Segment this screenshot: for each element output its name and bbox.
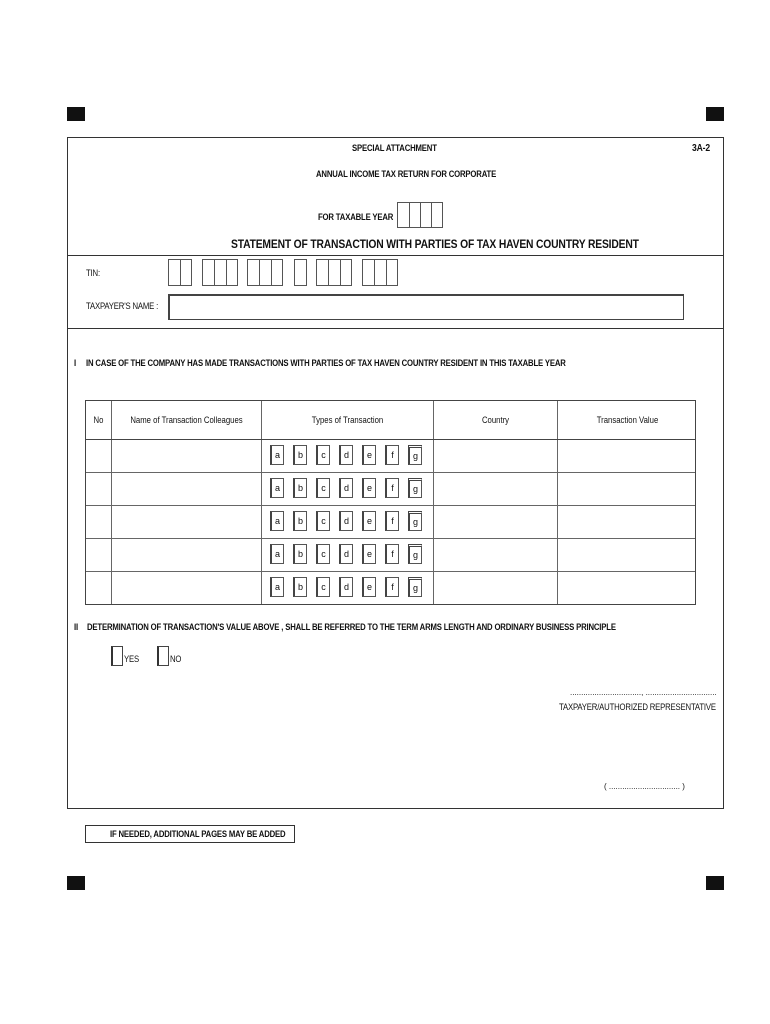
transaction-type-g-checkbox[interactable]: g (408, 511, 422, 531)
transaction-type-b-checkbox[interactable]: b (293, 445, 307, 465)
transaction-type-d-checkbox[interactable]: d (339, 511, 353, 531)
no-checkbox[interactable] (157, 646, 169, 666)
transaction-type-f-checkbox[interactable]: f (385, 544, 399, 564)
transaction-type-d-checkbox[interactable]: d (339, 445, 353, 465)
signer-role: TAXPAYER/AUTHORIZED REPRESENTATIVE (559, 702, 716, 712)
tin-label: TIN: (86, 268, 100, 278)
transaction-type-a-checkbox[interactable]: a (270, 478, 284, 498)
transaction-type-e-checkbox[interactable]: e (362, 544, 376, 564)
column-header-types: Types of Transaction (311, 415, 384, 425)
section-1-numeral: I (74, 358, 76, 368)
transaction-type-a-checkbox[interactable]: a (270, 544, 284, 564)
transaction-type-e-checkbox[interactable]: e (362, 577, 376, 597)
no-label: NO (170, 654, 182, 664)
transaction-type-c-checkbox[interactable]: c (316, 511, 330, 531)
registration-mark-top-left (67, 107, 85, 121)
transaction-type-c-checkbox[interactable]: c (316, 577, 330, 597)
transaction-type-f-checkbox[interactable]: f (385, 511, 399, 531)
taxpayer-name-field[interactable] (168, 294, 684, 320)
form-code: 3A-2 (692, 143, 710, 154)
transaction-type-g-checkbox[interactable]: g (408, 445, 422, 465)
transaction-type-d-checkbox[interactable]: d (339, 544, 353, 564)
transaction-type-g-checkbox[interactable]: g (408, 577, 422, 597)
statement-title: STATEMENT OF TRANSACTION WITH PARTIES OF TAX HAVEN COUNTRY RESIDENT (231, 237, 639, 251)
transaction-type-c-checkbox[interactable]: c (316, 544, 330, 564)
form-title: SPECIAL ATTACHMENT (352, 143, 437, 153)
column-header-no: No (93, 415, 104, 425)
transaction-type-f-checkbox[interactable]: f (385, 577, 399, 597)
transaction-type-b-checkbox[interactable]: b (293, 511, 307, 531)
column-header-colleagues: Name of Transaction Colleagues (130, 415, 243, 425)
transaction-type-c-checkbox[interactable]: c (316, 445, 330, 465)
section-1-heading: IN CASE OF THE COMPANY HAS MADE TRANSACTIONS WITH PARTIES OF TAX HAVEN COUNTRY RESIDENT IN THIS TAXABLE YEAR (86, 358, 566, 368)
yes-checkbox[interactable] (111, 646, 123, 666)
transaction-type-b-checkbox[interactable]: b (293, 544, 307, 564)
transaction-type-b-checkbox[interactable]: b (293, 478, 307, 498)
transaction-type-c-checkbox[interactable]: c (316, 478, 330, 498)
divider (67, 328, 724, 329)
section-2-numeral: II (74, 622, 78, 632)
registration-mark-top-right (706, 107, 724, 121)
transaction-type-d-checkbox[interactable]: d (339, 577, 353, 597)
taxable-year-label: FOR TAXABLE YEAR (318, 212, 394, 222)
transaction-type-a-checkbox[interactable]: a (270, 445, 284, 465)
transaction-type-a-checkbox[interactable]: a (270, 511, 284, 531)
transaction-type-g-checkbox[interactable]: g (408, 544, 422, 564)
taxable-year-field[interactable] (397, 202, 443, 228)
place-date-line[interactable]: ................................, ................................ (570, 688, 717, 697)
column-header-value: Transaction Value (596, 415, 659, 425)
transaction-type-f-checkbox[interactable]: f (385, 445, 399, 465)
transaction-type-e-checkbox[interactable]: e (362, 445, 376, 465)
form-subtitle: ANNUAL INCOME TAX RETURN FOR CORPORATE (316, 169, 497, 179)
yes-label: YES (124, 654, 139, 664)
taxpayer-name-label: TAXPAYER'S NAME : (86, 301, 159, 311)
transactions-table (85, 400, 696, 605)
signer-name-line[interactable]: ( ................................ ) (604, 782, 685, 791)
section-2-heading: DETERMINATION OF TRANSACTION'S VALUE ABOVE , SHALL BE REFERRED TO THE TERM ARMS LENGTH AND ORDINARY BUSINESS PRINCIPLE (87, 622, 616, 632)
transaction-type-a-checkbox[interactable]: a (270, 577, 284, 597)
transaction-type-d-checkbox[interactable]: d (339, 478, 353, 498)
transaction-type-b-checkbox[interactable]: b (293, 577, 307, 597)
column-header-country: Country (481, 415, 510, 425)
transaction-type-e-checkbox[interactable]: e (362, 478, 376, 498)
divider (67, 255, 724, 256)
registration-mark-bottom-left (67, 876, 85, 890)
additional-pages-note: IF NEEDED, ADDITIONAL PAGES MAY BE ADDED (85, 825, 295, 843)
registration-mark-bottom-right (706, 876, 724, 890)
transaction-type-e-checkbox[interactable]: e (362, 511, 376, 531)
transaction-type-g-checkbox[interactable]: g (408, 478, 422, 498)
transaction-type-f-checkbox[interactable]: f (385, 478, 399, 498)
